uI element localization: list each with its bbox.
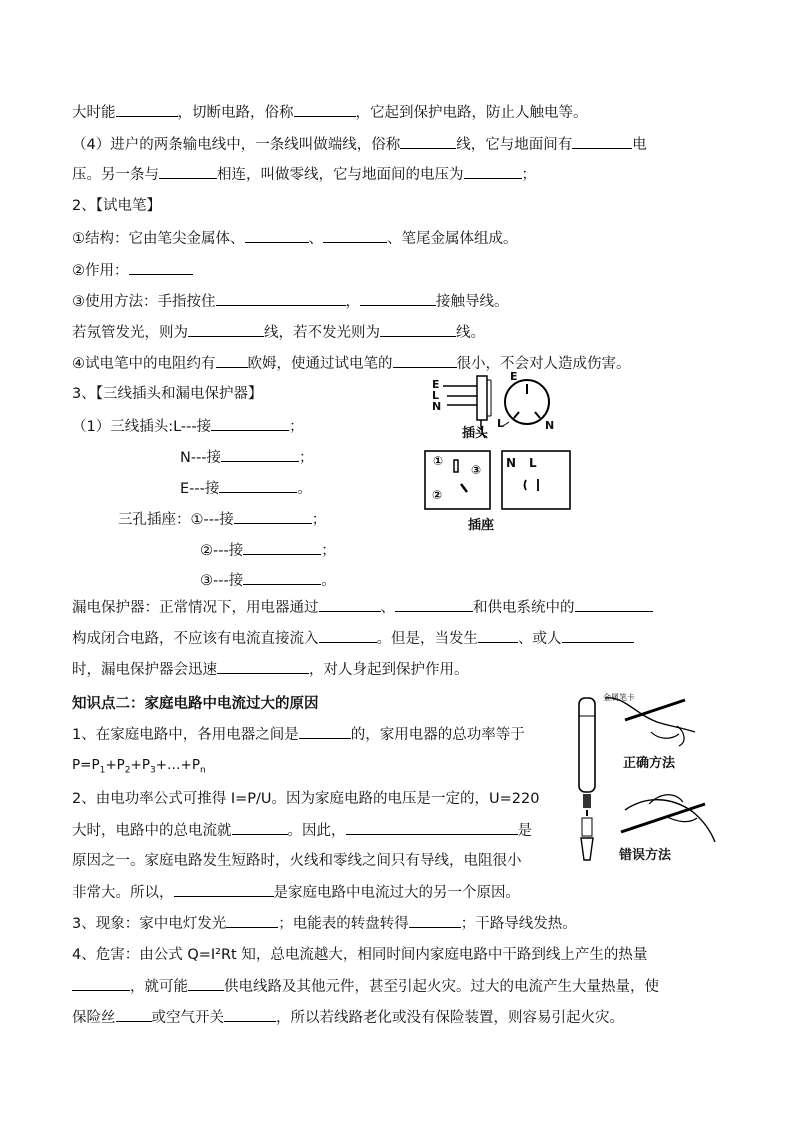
text-line (72, 628, 634, 649)
text: ； (521, 167, 536, 183)
text: 、 (308, 231, 323, 247)
fill-blank[interactable] (400, 134, 456, 149)
text: 的，家用电器的总功率等于 (350, 727, 525, 743)
text: 很小，不会对人造成伤害。 (456, 356, 631, 372)
text-line (72, 322, 485, 343)
text: ；电能表的转盘转得 (278, 916, 409, 932)
text-line (72, 659, 469, 680)
text: ②作用： (72, 263, 129, 279)
text: 。 (321, 573, 336, 589)
text-line (72, 789, 539, 809)
text: +P (105, 757, 125, 773)
text-line (72, 913, 577, 934)
knowledge-point-heading (72, 694, 319, 714)
fill-blank[interactable] (234, 509, 312, 524)
text: 时，漏电保护器会迅速 (72, 662, 217, 678)
text: 、 (380, 600, 395, 616)
fill-blank[interactable] (395, 597, 473, 612)
socket-hole-label-2: ② (432, 488, 443, 502)
text: ，它起到保护电路，防止人触电等。 (355, 105, 588, 121)
text: ，对人身起到保护作用。 (309, 662, 469, 678)
text: ②---接 (200, 543, 244, 559)
test-pen-figure (565, 692, 727, 870)
fill-blank[interactable] (572, 134, 632, 149)
text: 4、危害：由公式 Q=I²Rt 知，总电流越大，相同时间内家庭电路中干路到线上产生的热量 (72, 947, 648, 963)
text-line (72, 851, 522, 871)
text: 线，若不发光则为 (264, 325, 380, 341)
text: ； (289, 419, 304, 435)
text-line (72, 291, 509, 312)
text-line (72, 976, 659, 997)
text: ； (321, 543, 336, 559)
text-line (72, 353, 631, 374)
text: 知识点二：家庭电路中电流过大的原因 (72, 696, 319, 712)
fill-blank[interactable] (319, 597, 381, 612)
text: 线，它与地面间有 (456, 137, 573, 153)
text: ，就可能 (130, 979, 188, 995)
fill-blank[interactable] (346, 820, 518, 835)
fill-blank[interactable] (562, 628, 634, 643)
text: P=P (72, 757, 100, 773)
text: 是 (517, 823, 532, 839)
section-heading (72, 384, 262, 404)
text-line (72, 882, 520, 903)
text: +…+P (155, 757, 200, 773)
plug-figure (425, 372, 565, 442)
socket-label-n: N (506, 456, 517, 470)
text-line (72, 102, 588, 123)
text: ③使用方法：手指按住 (72, 294, 216, 310)
text: ； (299, 450, 314, 466)
fill-blank[interactable] (216, 353, 248, 368)
fill-blank[interactable] (299, 724, 351, 739)
fill-blank[interactable] (323, 228, 387, 243)
socket-hole-label-1: ① (433, 454, 444, 468)
text: 是家庭电路中电流过大的另一个原因。 (273, 885, 520, 901)
fill-blank[interactable] (360, 291, 436, 306)
text: ； (311, 512, 327, 528)
text: ， (345, 294, 360, 310)
fill-blank[interactable] (219, 478, 297, 493)
fill-blank[interactable] (188, 976, 224, 991)
text: 构成闭合电路，不应该有电流直接流入 (72, 631, 319, 647)
power-formula (72, 755, 206, 781)
fill-blank[interactable] (575, 597, 653, 612)
plug-pin-label-e: E (432, 378, 440, 391)
text: 、笔尾金属体组成。 (387, 231, 518, 247)
text: +P (130, 757, 150, 773)
text: 。但是，当发生 (376, 631, 478, 647)
text-line (200, 540, 336, 561)
fill-blank[interactable] (380, 322, 456, 337)
subscript: n (199, 765, 206, 776)
text: （1）三线插头:L---接 (72, 419, 212, 435)
fill-blank[interactable] (232, 820, 288, 835)
text: 线。 (456, 325, 485, 341)
text: 或空气开关 (151, 1010, 224, 1026)
text: （4）进户的两条输电线中，一条线叫做端线，俗称 (72, 137, 401, 153)
socket-label-l: L (529, 456, 537, 470)
fill-blank[interactable] (319, 628, 377, 643)
text: 大时，电路中的总电流就 (72, 823, 232, 839)
fill-blank[interactable] (116, 102, 178, 117)
text: 若氖管发光，则为 (72, 325, 188, 341)
section-heading (72, 196, 161, 216)
fill-blank[interactable] (211, 416, 289, 431)
text: ④试电笔中的电阻约有 (72, 356, 216, 372)
text: 保险丝 (72, 1010, 116, 1026)
fill-blank[interactable] (243, 570, 321, 585)
text: 非常大。所以， (72, 885, 174, 901)
subscript: 2 (124, 765, 131, 776)
text: 。 (297, 481, 312, 497)
plug-pin-label-n: N (432, 400, 442, 413)
text-line (72, 260, 193, 281)
text: ；干路导线发热。 (460, 916, 577, 932)
text-line (72, 1007, 624, 1028)
fill-blank[interactable] (478, 628, 518, 643)
socket-caption: 插座 (468, 518, 495, 533)
wrong-method-caption: 错误方法 (619, 848, 672, 863)
fill-blank[interactable] (243, 540, 321, 555)
text: 供电线路及其他元件，甚至引起火灾。过大的电流产生大量热量，使 (224, 979, 659, 995)
text: 、或人 (518, 631, 562, 647)
text: ，所以若线路老化或没有保险装置，则容易引起火灾。 (276, 1010, 624, 1026)
text: 2、【试电笔】 (72, 198, 161, 214)
text: 欧姆，使通过试电笔的 (247, 356, 393, 372)
fill-blank[interactable] (116, 1007, 152, 1022)
text-line (118, 509, 326, 530)
plug-face-label-e: E (510, 370, 518, 383)
fill-blank[interactable] (245, 228, 309, 243)
fill-blank[interactable] (224, 1007, 276, 1022)
text: ③---接 (200, 573, 244, 589)
subscript: 1 (99, 765, 106, 776)
fill-blank[interactable] (129, 260, 193, 275)
text: 。因此， (287, 823, 346, 839)
plug-face-label-l: L (497, 417, 505, 430)
socket-drawing (424, 450, 572, 512)
text-line (72, 134, 647, 155)
plug-caption: 插头 (462, 426, 489, 441)
fill-blank[interactable] (221, 447, 299, 462)
text: 大时能 (72, 105, 116, 121)
text: ①结构：它由笔尖金属体、 (72, 231, 245, 247)
text: ，切断电路，俗称 (177, 105, 294, 121)
text: 3、【三线插头和漏电保护器】 (72, 386, 263, 402)
pen-part-label: 金属笔卡 (603, 693, 635, 702)
text: 接触导线。 (436, 294, 509, 310)
text: 3、现象：家中电灯发光 (72, 916, 227, 932)
text-line (72, 164, 536, 185)
plug-pin-label-l: L (432, 389, 440, 402)
fill-blank[interactable] (217, 659, 309, 674)
socket-figure (424, 450, 572, 512)
fill-blank[interactable] (464, 164, 522, 179)
text-line (72, 597, 653, 618)
subscript: 3 (149, 765, 156, 776)
fill-blank[interactable] (159, 164, 217, 179)
fill-blank[interactable] (409, 913, 461, 928)
text: 压。另一条与 (72, 167, 159, 183)
text: 2、由电功率公式可推得 I=P/U。因为家庭电路的电压是一定的，U=220 (72, 791, 540, 807)
fill-blank[interactable] (393, 353, 457, 368)
text-line (72, 416, 304, 437)
plug-face-label-n: N (545, 419, 555, 432)
fill-blank[interactable] (294, 102, 356, 117)
text-line (72, 945, 647, 965)
socket-hole-label-3: ③ (471, 463, 482, 477)
fill-blank[interactable] (72, 976, 130, 991)
fill-blank[interactable] (226, 913, 278, 928)
text: 和供电系统中的 (473, 600, 575, 616)
text: 电 (632, 137, 647, 153)
plug-drawing (425, 372, 565, 442)
fill-blank[interactable] (174, 882, 274, 897)
text-line (72, 820, 532, 841)
fill-blank[interactable] (216, 291, 346, 306)
text: 相连，叫做零线，它与地面间的电压为 (217, 167, 464, 183)
correct-method-caption: 正确方法 (623, 756, 676, 771)
text: N---接 (180, 450, 222, 466)
text-line (72, 724, 625, 745)
text-line (180, 447, 314, 468)
text-line (180, 478, 312, 499)
text-line (72, 228, 518, 249)
text: 漏电保护器：正常情况下，用电器通过 (72, 600, 319, 616)
fill-blank[interactable] (188, 322, 264, 337)
text-line (200, 570, 336, 591)
text: 三孔插座：①---接 (118, 512, 234, 528)
text: 1、在家庭电路中，各用电器之间是 (72, 727, 299, 743)
text: E---接 (180, 481, 220, 497)
text: 原因之一。家庭电路发生短路时，火线和零线之间只有导线，电阻很小 (72, 853, 522, 869)
